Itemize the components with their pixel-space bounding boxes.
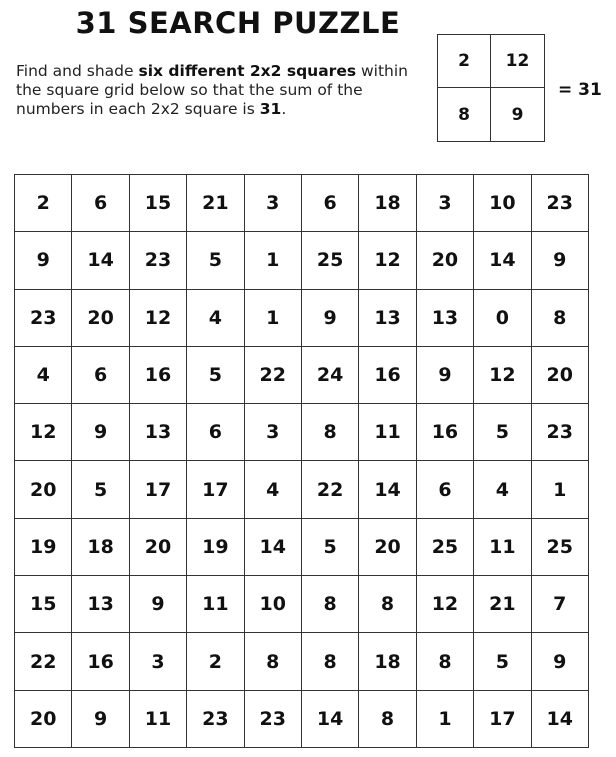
grid-cell[interactable]: 11 [474, 518, 531, 575]
grid-cell[interactable]: 3 [416, 175, 473, 232]
grid-cell[interactable]: 8 [244, 633, 301, 690]
grid-cell[interactable]: 11 [359, 404, 416, 461]
grid-cell[interactable]: 12 [15, 404, 72, 461]
grid-cell[interactable]: 1 [244, 289, 301, 346]
grid-cell[interactable]: 23 [244, 690, 301, 747]
grid-cell[interactable]: 13 [359, 289, 416, 346]
grid-cell[interactable]: 8 [416, 633, 473, 690]
grid-cell[interactable]: 6 [72, 175, 129, 232]
grid-row [15, 232, 589, 289]
grid-cell[interactable]: 4 [244, 461, 301, 518]
grid-cell[interactable]: 20 [72, 289, 129, 346]
grid-cell[interactable]: 5 [72, 461, 129, 518]
instructions [16, 62, 431, 119]
grid-cell[interactable]: 23 [531, 404, 588, 461]
grid-cell[interactable]: 25 [531, 518, 588, 575]
grid-cell[interactable]: 13 [416, 289, 473, 346]
grid-cell[interactable]: 14 [72, 232, 129, 289]
grid-cell[interactable]: 4 [15, 346, 72, 403]
grid-cell[interactable]: 24 [301, 346, 358, 403]
grid-cell[interactable]: 16 [72, 633, 129, 690]
instructions-bold-1: six different 2x2 squares [138, 62, 357, 80]
instructions-text-1: Find and shade [16, 62, 139, 80]
grid-cell[interactable]: 12 [474, 346, 531, 403]
grid-cell[interactable]: 1 [244, 232, 301, 289]
grid-cell[interactable]: 9 [72, 690, 129, 747]
grid-cell[interactable]: 22 [244, 346, 301, 403]
grid-cell[interactable]: 20 [359, 518, 416, 575]
page-title: 31 SEARCH PUZZLE [75, 6, 401, 40]
grid-cell[interactable]: 9 [416, 346, 473, 403]
grid-cell[interactable]: 20 [416, 232, 473, 289]
grid-cell[interactable]: 2 [187, 633, 244, 690]
grid-cell[interactable]: 4 [187, 289, 244, 346]
grid-row [15, 175, 589, 232]
grid-cell[interactable]: 18 [359, 175, 416, 232]
grid-cell[interactable]: 5 [301, 518, 358, 575]
grid-cell[interactable]: 7 [531, 576, 588, 633]
grid-cell[interactable]: 6 [416, 461, 473, 518]
grid-row [15, 633, 589, 690]
grid-cell[interactable]: 25 [416, 518, 473, 575]
example-square [437, 34, 545, 142]
grid-cell[interactable]: 17 [187, 461, 244, 518]
grid-cell[interactable]: 6 [72, 346, 129, 403]
grid-cell[interactable]: 23 [129, 232, 186, 289]
grid-cell[interactable]: 14 [359, 461, 416, 518]
grid-cell[interactable]: 1 [531, 461, 588, 518]
grid-row [15, 289, 589, 346]
number-grid [14, 174, 589, 748]
example-result: = 31 [558, 80, 602, 100]
grid-cell[interactable]: 10 [474, 175, 531, 232]
grid-cell[interactable]: 5 [474, 404, 531, 461]
grid-cell[interactable]: 18 [72, 518, 129, 575]
grid-cell[interactable]: 12 [359, 232, 416, 289]
grid-cell[interactable]: 5 [474, 633, 531, 690]
grid-cell[interactable]: 12 [129, 289, 186, 346]
grid-cell[interactable]: 11 [129, 690, 186, 747]
grid-cell[interactable]: 20 [15, 461, 72, 518]
grid-cell[interactable]: 8 [359, 690, 416, 747]
grid-row [15, 518, 589, 575]
grid-cell[interactable]: 14 [531, 690, 588, 747]
grid-row [15, 346, 589, 403]
example-cell: 9 [511, 104, 524, 125]
grid-cell[interactable]: 10 [244, 576, 301, 633]
grid-cell[interactable]: 18 [359, 633, 416, 690]
grid-cell[interactable]: 8 [359, 576, 416, 633]
grid-cell[interactable]: 9 [129, 576, 186, 633]
grid-cell[interactable]: 17 [474, 690, 531, 747]
example-cell: 2 [438, 35, 491, 88]
grid-cell[interactable]: 3 [244, 175, 301, 232]
grid-cell[interactable]: 8 [301, 404, 358, 461]
grid-cell[interactable]: 14 [301, 690, 358, 747]
grid-cell[interactable]: 19 [15, 518, 72, 575]
grid-cell[interactable]: 9 [301, 289, 358, 346]
grid-cell[interactable]: 3 [129, 633, 186, 690]
grid-cell[interactable]: 16 [129, 346, 186, 403]
grid-row [15, 690, 589, 747]
example-cell: 8 [438, 88, 491, 141]
grid-cell[interactable]: 14 [474, 232, 531, 289]
grid-row [15, 461, 589, 518]
grid-cell[interactable]: 9 [531, 633, 588, 690]
grid-cell[interactable]: 5 [187, 232, 244, 289]
grid-cell[interactable]: 15 [129, 175, 186, 232]
grid-cell[interactable]: 8 [531, 289, 588, 346]
grid-cell[interactable]: 8 [301, 633, 358, 690]
grid-cell[interactable]: 1 [416, 690, 473, 747]
grid-cell[interactable]: 21 [474, 576, 531, 633]
instructions-text-3: . [281, 100, 287, 118]
grid-cell[interactable]: 22 [301, 461, 358, 518]
grid-cell[interactable]: 23 [187, 690, 244, 747]
grid-cell[interactable]: 23 [531, 175, 588, 232]
grid-cell[interactable]: 15 [15, 576, 72, 633]
grid-cell[interactable]: 17 [129, 461, 186, 518]
grid-row [15, 576, 589, 633]
grid-cell[interactable]: 22 [15, 633, 72, 690]
grid-cell[interactable]: 5 [187, 346, 244, 403]
grid-cell[interactable]: 8 [301, 576, 358, 633]
grid-cell[interactable]: 14 [244, 518, 301, 575]
grid-cell[interactable]: 9 [531, 232, 588, 289]
example-cell: 12 [491, 35, 544, 88]
grid-cell[interactable]: 20 [15, 690, 72, 747]
grid-cell[interactable]: 13 [72, 576, 129, 633]
grid-cell[interactable]: 20 [129, 518, 186, 575]
grid-cell[interactable]: 20 [531, 346, 588, 403]
grid-cell[interactable]: 11 [187, 576, 244, 633]
grid-cell[interactable]: 9 [72, 404, 129, 461]
grid-cell[interactable]: 3 [244, 404, 301, 461]
grid-cell[interactable]: 6 [187, 404, 244, 461]
instructions-text-2: within the square grid below so that the sum of the numbers in each 2x2 square is [16, 62, 409, 118]
grid-cell[interactable]: 4 [474, 461, 531, 518]
grid-cell[interactable]: 16 [359, 346, 416, 403]
grid-cell[interactable]: 12 [416, 576, 473, 633]
grid-cell[interactable]: 9 [15, 232, 72, 289]
grid-cell[interactable]: 25 [301, 232, 358, 289]
grid-cell[interactable]: 23 [15, 289, 72, 346]
grid-cell[interactable]: 0 [474, 289, 531, 346]
instructions-bold-2: 31 [259, 100, 282, 118]
grid-cell[interactable]: 13 [129, 404, 186, 461]
grid-row [15, 404, 589, 461]
grid-cell[interactable]: 16 [416, 404, 473, 461]
grid-cell[interactable]: 19 [187, 518, 244, 575]
grid-cell[interactable]: 21 [187, 175, 244, 232]
grid-cell[interactable]: 6 [301, 175, 358, 232]
grid-cell[interactable]: 2 [15, 175, 72, 232]
